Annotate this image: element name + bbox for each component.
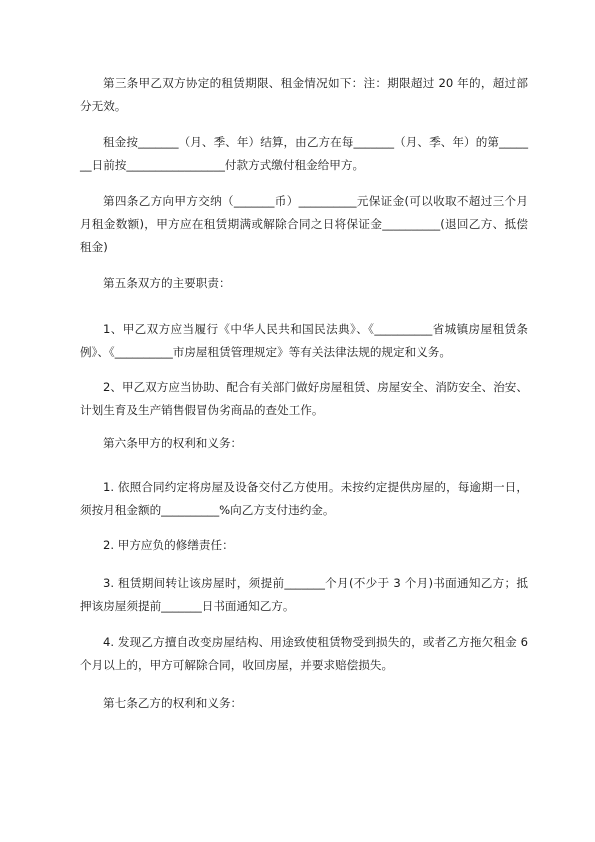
paragraph-lessor-item-2: 2. 甲方应负的修缮责任： [103, 538, 234, 552]
paragraph-lessor-item-4: 4. 发现乙方擅自改变房屋结构、用途致使租赁物受到损失的，或者乙方拖欠租金 6 个月以上的，甲方可解除合同，收回房屋，并要求赔偿损失。 [80, 635, 528, 672]
paragraph-lessor-item-1: 1. 依照合同约定将房屋及设备交付乙方使用。未按约定提供房屋的，每逾期一日，须按月租金额的__________%向乙方支付违约金。 [80, 480, 528, 517]
paragraph-article-5-heading: 第五条双方的主要职责： [103, 276, 231, 290]
paragraph-article-7-heading: 第七条乙方的权利和义务： [103, 696, 243, 710]
paragraph-duty-2: 2、甲乙双方应当协助、配合有关部门做好房屋租赁、房屋安全、消防安全、治安、计划生育及生产销售假冒伪劣商品的查处工作。 [80, 380, 528, 417]
paragraph-article-4-deposit: 第四条乙方向甲方交纳（_______币）__________元保证金(可以收取不超过三个月月租金数额)，甲方应在租赁期满或解除合同之日将保证金__________(退回乙方、抵偿租金) [80, 194, 528, 254]
paragraph-lessor-item-3: 3. 租赁期间转让该房屋时，须提前_______个月(不少于 3 个月)书面通知乙方；抵押该房屋须提前_______日书面通知乙方。 [80, 576, 528, 613]
paragraph-duty-1: 1、甲乙双方应当履行《中华人民共和国民法典》、《__________省城镇房屋租赁条例》、《__________市房屋租赁管理规定》等有关法律法规的规定和义务。 [80, 322, 528, 359]
paragraph-article-3-lease-term: 第三条甲乙双方协定的租赁期限、租金情况如下：注：期限超过 20 年的，超过部分无效。 [80, 76, 528, 113]
paragraph-rent-payment: 租金按_______（月、季、年）结算，由乙方在每_______（月、季、年）的第_______日前按_________________付款方式缴付租金给甲方。 [80, 135, 528, 172]
paragraph-article-6-heading: 第六条甲方的权利和义务： [103, 436, 243, 450]
